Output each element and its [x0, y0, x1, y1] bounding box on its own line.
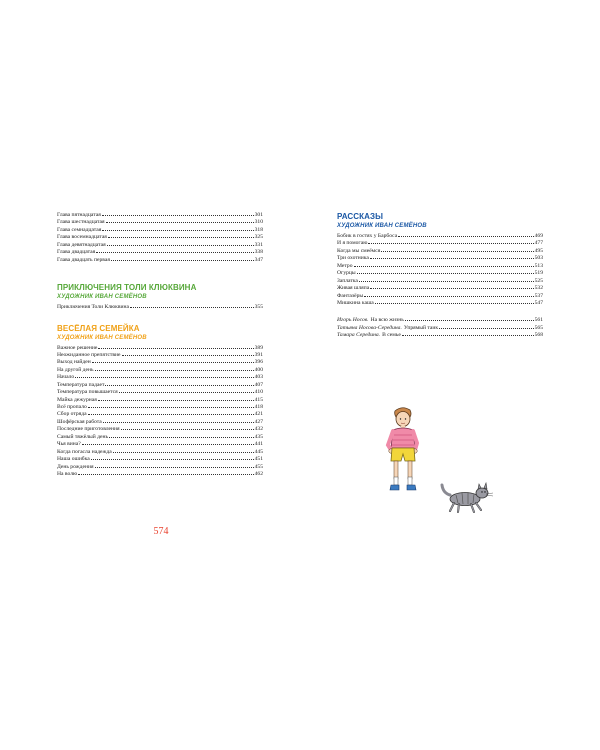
toc-entry-title: Температура падает	[57, 381, 105, 388]
toc-list-family	[57, 345, 263, 479]
leader-dots	[111, 260, 254, 261]
toc-entry[interactable]	[337, 270, 543, 277]
toc-entry[interactable]	[57, 367, 263, 374]
toc-entry-title: Упрямый таик	[403, 324, 439, 331]
leader-dots	[106, 222, 254, 223]
toc-entry-page: 445	[254, 448, 263, 455]
toc-entry[interactable]	[57, 471, 263, 478]
toc-entry[interactable]	[57, 304, 263, 311]
toc-entry-page: 561	[534, 317, 543, 324]
leader-dots	[103, 422, 254, 423]
toc-entry[interactable]	[337, 248, 543, 255]
leader-dots	[121, 429, 254, 430]
toc-entry-page: 427	[254, 418, 263, 425]
toc-entry-page: 338	[254, 249, 263, 256]
leader-dots	[375, 303, 534, 304]
toc-entry[interactable]	[337, 233, 543, 240]
leader-dots	[370, 258, 534, 259]
toc-entry-title: Приключения Толи Клюквина	[57, 304, 129, 311]
leader-dots	[95, 467, 254, 468]
toc-entry-author: Тамара Середина.	[337, 332, 381, 339]
toc-entry-page: 325	[254, 234, 263, 241]
leader-dots	[398, 236, 533, 237]
toc-entry-page: 455	[254, 463, 263, 470]
leader-dots	[402, 335, 534, 336]
toc-entry-title: Глава двадцатая	[57, 249, 96, 256]
toc-entry-title: На другой день	[57, 366, 94, 373]
leader-dots	[357, 273, 534, 274]
leader-dots	[102, 230, 253, 231]
toc-entry[interactable]	[57, 426, 263, 433]
toc-entry[interactable]	[337, 240, 543, 247]
toc-entry-page: 477	[534, 240, 543, 247]
toc-entry-page: 565	[534, 324, 543, 331]
section-heading-stories: РАССКАЗЫ	[337, 212, 384, 221]
toc-entry[interactable]	[57, 464, 263, 471]
toc-entry[interactable]	[57, 242, 263, 249]
toc-entry[interactable]	[57, 419, 263, 426]
toc-entry-title: На всю жизнь	[370, 317, 404, 324]
toc-entry[interactable]	[57, 234, 263, 241]
toc-entry-page: 301	[254, 212, 263, 218]
leader-dots	[102, 215, 254, 216]
toc-entry[interactable]	[57, 359, 263, 366]
toc-entry-page: 547	[534, 299, 543, 306]
leader-dots	[130, 307, 254, 308]
section-heading-tolya: ПРИКЛЮЧЕНИЯ ТОЛИ КЛЮКВИНА	[57, 283, 197, 293]
leader-dots	[109, 437, 254, 438]
toc-entry-title: Глава шестнадцатая	[57, 219, 105, 226]
section-illustrator-family: ХУДОЖНИК ИВАН СЕМЁНОВ	[57, 334, 147, 341]
toc-entry[interactable]	[57, 404, 263, 411]
leader-dots	[95, 370, 254, 371]
toc-entry-page: 418	[254, 404, 263, 410]
toc-entry-page: 310	[254, 219, 263, 226]
toc-entry-title: Живая шляпа	[337, 285, 370, 292]
leader-dots	[122, 355, 254, 356]
toc-entry-title: Наша ошибка	[57, 456, 90, 463]
leader-dots	[368, 243, 533, 244]
leader-dots	[88, 414, 254, 415]
toc-entry[interactable]	[337, 278, 543, 285]
toc-entry[interactable]	[57, 411, 263, 418]
toc-entry-title: Глава девятнадцатая	[57, 241, 106, 248]
toc-entry-page: 513	[534, 262, 543, 269]
toc-entry-page: 441	[254, 441, 263, 448]
toc-entry-page: 403	[254, 374, 263, 381]
toc-entry-title: Когда мы смеёмся	[337, 247, 381, 254]
leader-dots	[113, 452, 254, 453]
toc-entry-title: Самый тяжёлый день	[57, 433, 109, 440]
toc-entry-page: 389	[254, 344, 263, 351]
leader-dots	[354, 266, 534, 267]
toc-entry-page: 525	[534, 277, 543, 284]
leader-dots	[119, 392, 254, 393]
toc-entry[interactable]	[337, 263, 543, 270]
toc-entry-title: Глава пятнадцатая	[57, 212, 101, 218]
cat-illustration	[438, 481, 500, 515]
toc-entry[interactable]	[57, 382, 263, 389]
toc-entry-page: 435	[254, 433, 263, 440]
toc-entry-page: 331	[254, 241, 263, 248]
toc-entry-title: Неожиданное препятствие	[57, 351, 121, 358]
toc-entry[interactable]	[337, 332, 543, 339]
toc-entry-page: 400	[254, 366, 263, 373]
section-illustrator-tolya: ХУДОЖНИК ИВАН СЕМЁНОВ	[57, 294, 147, 301]
toc-entry-page: 407	[254, 381, 263, 388]
toc-entry[interactable]	[337, 285, 543, 292]
toc-entry-title: Три охотника	[337, 255, 369, 262]
toc-entry-page: 355	[254, 304, 263, 311]
toc-list-chapters	[57, 212, 263, 264]
toc-entry-title: Чья вина?	[57, 441, 81, 448]
toc-list-afterword	[337, 317, 543, 339]
toc-entry-title: Огурцы	[337, 270, 356, 277]
toc-entry-title: Метро	[337, 262, 353, 269]
toc-entry[interactable]	[337, 293, 543, 300]
leader-dots	[78, 474, 253, 475]
toc-entry[interactable]	[57, 397, 263, 404]
toc-entry-page: 532	[534, 285, 543, 292]
leader-dots	[107, 245, 254, 246]
right-toc-column	[337, 212, 543, 340]
leader-dots	[108, 237, 254, 238]
toc-entry-page: 451	[254, 456, 263, 463]
toc-entry-title: Начало	[57, 374, 75, 381]
toc-entry-author: Татьяна Носова-Середина.	[337, 324, 402, 331]
toc-entry-page: 410	[254, 389, 263, 396]
leader-dots	[98, 400, 254, 401]
leader-dots	[359, 281, 534, 282]
page-number: 574	[153, 526, 169, 537]
toc-entry-page: 347	[254, 256, 263, 263]
toc-list-stories	[337, 233, 543, 307]
toc-entry-title: Последние приготовления	[57, 426, 120, 433]
toc-entry[interactable]	[57, 219, 263, 226]
toc-entry-author: Игорь Носов.	[337, 317, 369, 324]
toc-entry-title: Бобик в гостях у Барбоса	[337, 233, 398, 239]
toc-entry-page: 469	[534, 233, 543, 239]
toc-entry-page: 391	[254, 351, 263, 358]
toc-entry-page: 421	[254, 411, 263, 418]
toc-entry[interactable]	[57, 374, 263, 381]
toc-entry-title: Глава восемнадцатая	[57, 234, 107, 241]
boy-illustration	[382, 405, 426, 501]
toc-entry[interactable]	[57, 434, 263, 441]
toc-entry[interactable]	[337, 300, 543, 307]
leader-dots	[98, 348, 253, 349]
toc-entry[interactable]	[57, 257, 263, 264]
toc-entry[interactable]	[57, 441, 263, 448]
toc-entry-page: 462	[254, 470, 263, 477]
leader-dots	[75, 377, 253, 378]
toc-entry[interactable]	[57, 345, 263, 352]
section-illustrator-stories: ХУДОЖНИК ИВАН СЕМЁНОВ	[337, 223, 427, 229]
leader-dots	[92, 362, 254, 363]
leader-dots	[370, 288, 533, 289]
toc-entry-page: 568	[534, 332, 543, 339]
toc-entry-title: На волю	[57, 470, 78, 477]
toc-entry[interactable]	[57, 249, 263, 256]
toc-entry-title: В семье	[382, 332, 401, 339]
leader-dots	[405, 320, 534, 321]
leader-dots	[381, 251, 533, 252]
toc-entry[interactable]	[57, 227, 263, 234]
toc-entry-page: 503	[534, 255, 543, 262]
leader-dots	[82, 444, 254, 445]
toc-entry-title: Температура повышается	[57, 389, 118, 396]
leader-dots	[364, 296, 533, 297]
toc-entry-title: Фантазёры	[337, 292, 364, 299]
toc-entry-title: Мишкина каша	[337, 299, 374, 306]
toc-entry-title: Выход найден	[57, 359, 91, 366]
section-heading-family: ВЕСЁЛАЯ СЕМЕЙКА	[57, 323, 140, 333]
toc-entry-page: 415	[254, 396, 263, 403]
toc-entry[interactable]	[57, 389, 263, 396]
leader-dots	[439, 328, 533, 329]
toc-entry-page: 432	[254, 426, 263, 433]
toc-entry-title: Шофёрская работа	[57, 418, 102, 425]
leader-dots	[91, 459, 254, 460]
leader-dots	[88, 407, 254, 408]
leader-dots	[96, 252, 253, 253]
toc-entry-title: Важное решение	[57, 344, 98, 351]
toc-entry[interactable]	[337, 325, 543, 332]
toc-entry-title: Глава семнадцатая	[57, 226, 102, 233]
toc-entry-title: Когда погасла надежда	[57, 448, 112, 455]
toc-entry-title: И я помогаю	[337, 240, 368, 247]
toc-entry[interactable]	[57, 212, 263, 219]
toc-entry-title: Заплатка	[337, 277, 358, 284]
toc-entry[interactable]	[57, 456, 263, 463]
left-toc-column	[57, 212, 263, 478]
toc-entry-title: Сбор отряда	[57, 411, 87, 418]
toc-entry-page: 495	[534, 247, 543, 254]
toc-entry-title: Майка дежурная	[57, 396, 97, 403]
toc-entry-title: День рождения	[57, 463, 94, 470]
toc-entry-page: 318	[254, 226, 263, 233]
toc-entry-title: Глава двадцать первая	[57, 256, 110, 263]
toc-entry[interactable]	[337, 255, 543, 262]
toc-entry[interactable]	[57, 352, 263, 359]
toc-entry-page: 519	[534, 270, 543, 277]
toc-entry[interactable]	[57, 449, 263, 456]
toc-entry-page: 396	[254, 359, 263, 366]
toc-entry-page: 537	[534, 292, 543, 299]
toc-entry-title: Всё пропало	[57, 404, 87, 410]
toc-entry[interactable]	[337, 317, 543, 324]
leader-dots	[105, 385, 253, 386]
